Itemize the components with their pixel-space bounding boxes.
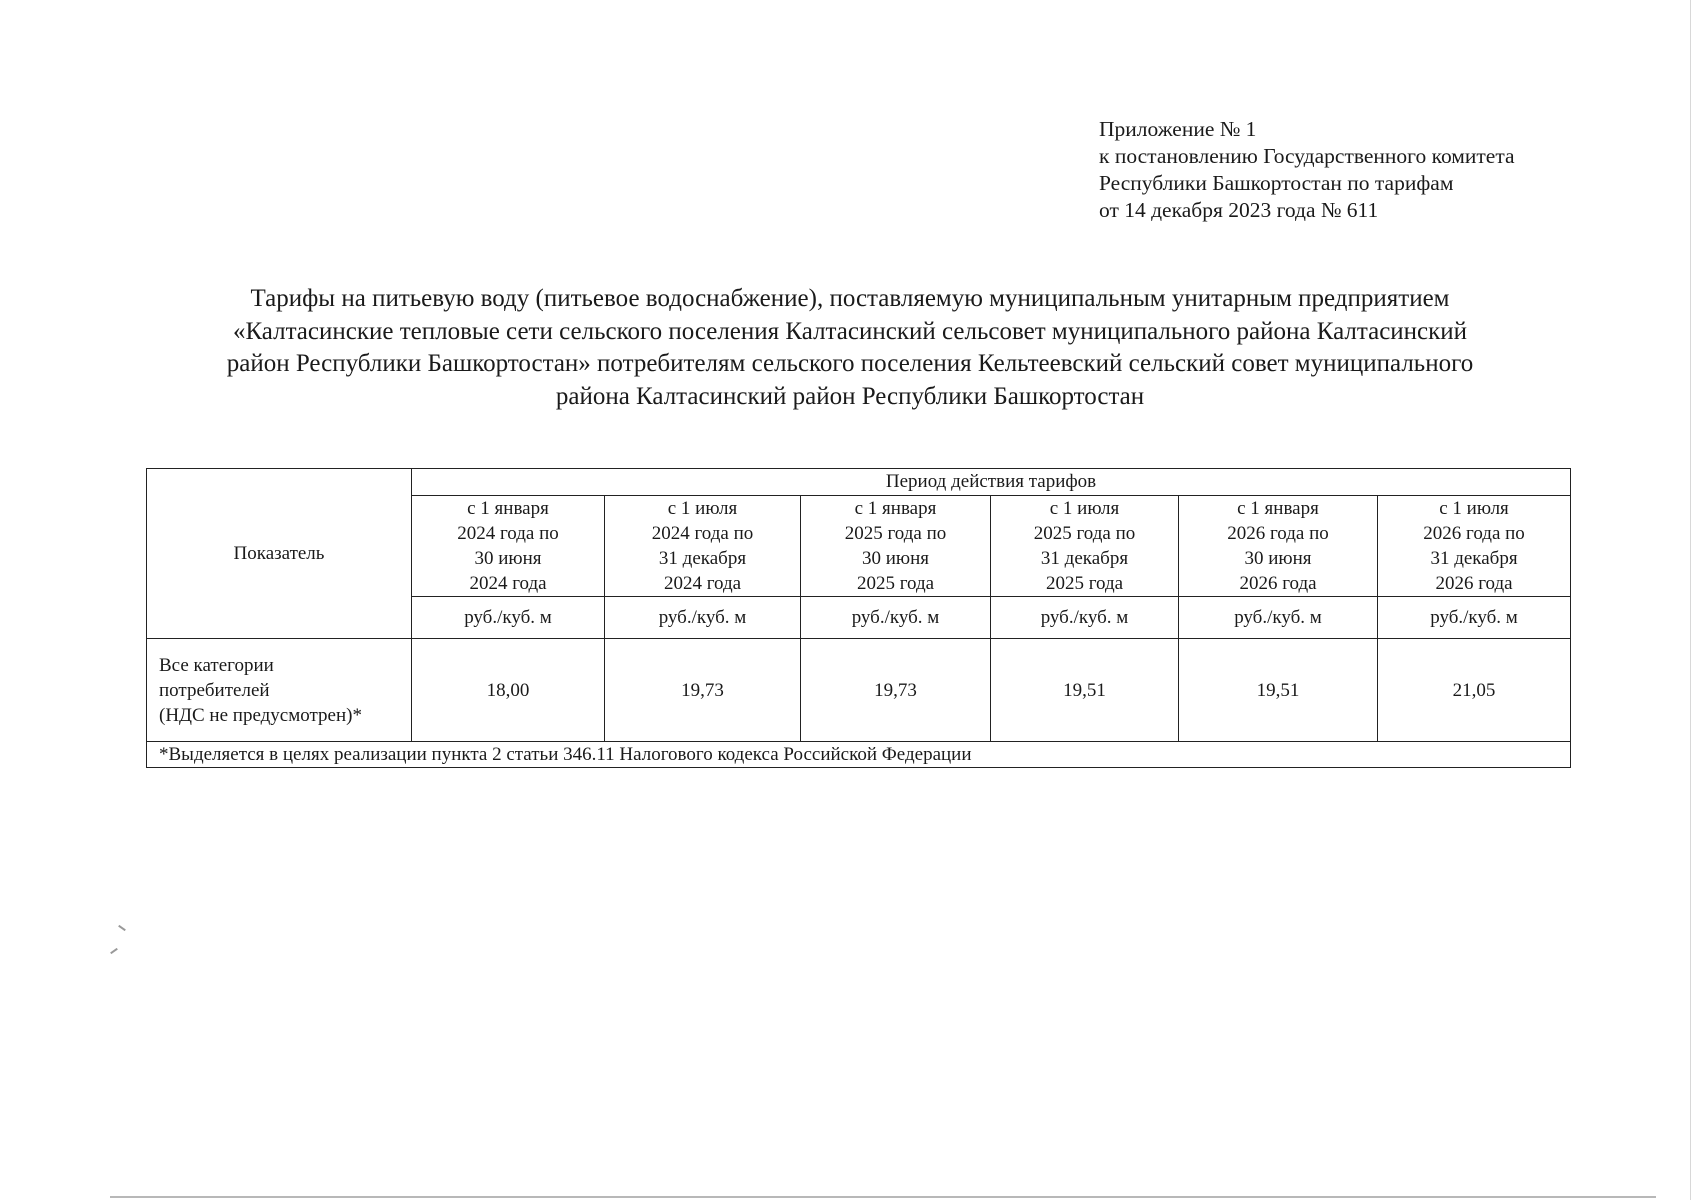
- unit-cell: руб./куб. м: [605, 597, 801, 639]
- unit-cell: руб./куб. м: [412, 597, 605, 639]
- footnote-row: [147, 742, 1571, 768]
- row-label: [147, 639, 412, 742]
- scan-artifact: [118, 925, 126, 931]
- period-line: 2024 года по: [457, 523, 559, 544]
- period-line: 31 декабря: [1040, 548, 1129, 569]
- period-line: 2026 года: [1435, 573, 1513, 594]
- scan-bottom-edge: [110, 1196, 1656, 1198]
- document-title: [140, 283, 1560, 413]
- period-line: с 1 июля: [1439, 498, 1509, 519]
- unit-cell: руб./куб. м: [801, 597, 991, 639]
- row-label-line: (НДС не предусмотрен)*: [159, 704, 362, 726]
- tariff-table: [146, 468, 1571, 768]
- table-row: [147, 639, 1571, 742]
- period-line: 30 июня: [474, 548, 542, 569]
- period-line: 2025 года: [1045, 573, 1124, 594]
- period-line: 2024 года: [469, 573, 547, 594]
- tariff-value: 19,51: [991, 639, 1179, 742]
- period-line: 2026 года по: [1227, 523, 1329, 544]
- tariff-value: 19,51: [1179, 639, 1378, 742]
- appendix-block: [1099, 116, 1515, 224]
- scan-artifact: [110, 948, 118, 954]
- period-cell: [801, 496, 991, 597]
- period-line: с 1 января: [467, 498, 549, 519]
- period-line: 2024 года: [663, 573, 742, 594]
- appendix-line: Республики Башкортостан по тарифам: [1099, 171, 1454, 195]
- title-line: района Калтасинский район Республики Башкортостан: [555, 382, 1145, 410]
- period-line: 2026 года по: [1423, 523, 1525, 544]
- appendix-line: Приложение № 1: [1099, 117, 1257, 141]
- period-line: 2025 года по: [844, 523, 947, 544]
- scan-right-edge: [1690, 0, 1691, 1200]
- period-line: 31 декабря: [658, 548, 747, 569]
- unit-cell: руб./куб. м: [1179, 597, 1378, 639]
- period-line: 30 июня: [1244, 548, 1312, 569]
- row-label-line: потребителей: [159, 679, 270, 701]
- unit-cell: руб./куб. м: [991, 597, 1179, 639]
- period-cell: [1378, 496, 1571, 597]
- tariff-value: 18,00: [412, 639, 605, 742]
- period-cell: [1179, 496, 1378, 597]
- period-line: 31 декабря: [1430, 548, 1518, 569]
- title-line: район Республики Башкортостан» потребителям сельского поселения Кельтеевский сельский совет муниципального: [226, 350, 1474, 377]
- period-line: с 1 июля: [667, 498, 738, 519]
- appendix-line: от 14 декабря 2023 года № 611: [1099, 198, 1379, 222]
- period-header: Период действия тарифов: [412, 469, 1571, 496]
- unit-cell: руб./куб. м: [1378, 597, 1571, 639]
- indicator-header: Показатель: [147, 469, 412, 639]
- period-line: с 1 января: [854, 498, 937, 519]
- table-header-row: [147, 469, 1571, 496]
- period-line: 2024 года по: [651, 523, 754, 544]
- period-line: 2026 года: [1239, 573, 1317, 594]
- footnote: *Выделяется в целях реализации пункта 2 статьи 346.11 Налогового кодекса Российской Федерации: [147, 742, 1571, 768]
- row-label-line: Все категории: [159, 654, 274, 676]
- period-cell: [412, 496, 605, 597]
- appendix-line: к постановлению Государственного комитета: [1099, 144, 1515, 168]
- period-line: с 1 июля: [1049, 498, 1120, 519]
- tariff-value: 21,05: [1378, 639, 1571, 742]
- period-cell: [991, 496, 1179, 597]
- period-line: 30 июня: [861, 548, 930, 569]
- tariff-value: 19,73: [801, 639, 991, 742]
- period-line: с 1 января: [1237, 498, 1319, 519]
- period-cell: [605, 496, 801, 597]
- tariff-value: 19,73: [605, 639, 801, 742]
- period-line: 2025 года: [856, 573, 935, 594]
- period-line: 2025 года по: [1033, 523, 1136, 544]
- title-line: «Калтасинские тепловые сети сельского поселения Калтасинский сельсовет муниципального района Калтасинский: [232, 317, 1468, 345]
- title-line: Тарифы на питьевую воду (питьевое водоснабжение), поставляемую муниципальным унитарным предприятием: [250, 285, 1450, 312]
